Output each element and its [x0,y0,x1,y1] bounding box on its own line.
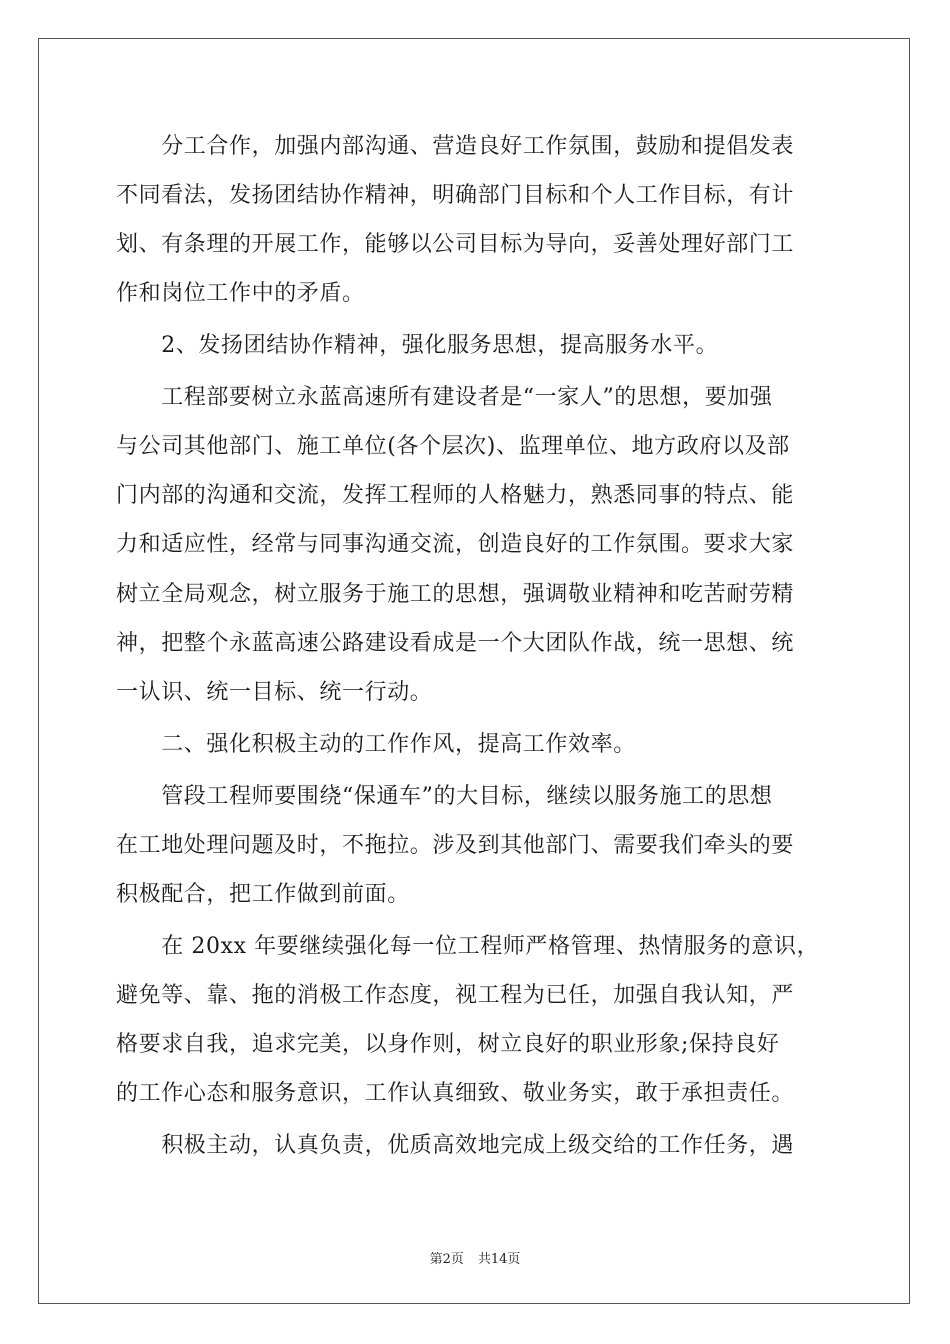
text-line: 不同看法，发扬团结协作精神，明确部门目标和个人工作目标，有计 [116,183,795,208]
page-number: 第2页 [429,1252,464,1267]
text-line: 管段工程师要围绕“保通车”的大目标，继续以服务施工的思想 [116,784,773,809]
text-line: 力和适应性，经常与同事沟通交流，创造良好的工作氛围。要求大家 [116,532,795,557]
text-line: 与公司其他部门、施工单位(各个层次)、监理单位、地方政府以及部 [116,434,790,459]
text-line: 工程部要树立永蓝高速所有建设者是“一家人”的思想，要加强 [116,385,773,410]
page-total: 共14页 [477,1252,521,1267]
text-line: 一认识、统一目标、统一行动。 [116,680,433,705]
text-line: 划、有条理的开展工作，能够以公司目标为导向，妥善处理好部门工 [116,232,795,257]
text-line: 门内部的沟通和交流，发挥工程师的人格魅力，熟悉同事的特点、能 [116,483,795,508]
text-line: 在 20xx 年要继续强化每一位工程师严格管理、热情服务的意识， [116,934,820,959]
text-line: 作和岗位工作中的矛盾。 [116,281,365,306]
text-line: 避免等、靠、拖的消极工作态度，视工程为已任，加强自我认知，严 [116,983,795,1008]
text-line: 2、发扬团结协作精神，强化服务思想，提高服务水平。 [116,333,719,358]
text-line: 二、强化积极主动的工作作风，提高工作效率。 [116,732,636,757]
text-line: 分工合作，加强内部沟通、营造良好工作氛围，鼓励和提倡发表 [116,134,795,159]
text-line: 积极配合，把工作做到前面。 [116,882,410,907]
text-line: 格要求自我，追求完美，以身作则，树立良好的职业形象;保持良好 [116,1032,780,1057]
text-line: 树立全局观念，树立服务于施工的思想，强调敬业精神和吃苦耐劳精 [116,582,795,607]
text-line: 的工作心态和服务意识，工作认真细致、敬业务实，敢于承担责任。 [116,1081,795,1106]
page-footer [0,1248,950,1267]
text-line: 积极主动，认真负责，优质高效地完成上级交给的工作任务，遇 [116,1133,795,1158]
text-line: 神，把整个永蓝高速公路建设看成是一个大团队作战，统一思想、统 [116,631,795,656]
text-line: 在工地处理问题及时，不拖拉。涉及到其他部门、需要我们牵头的要 [116,833,795,858]
